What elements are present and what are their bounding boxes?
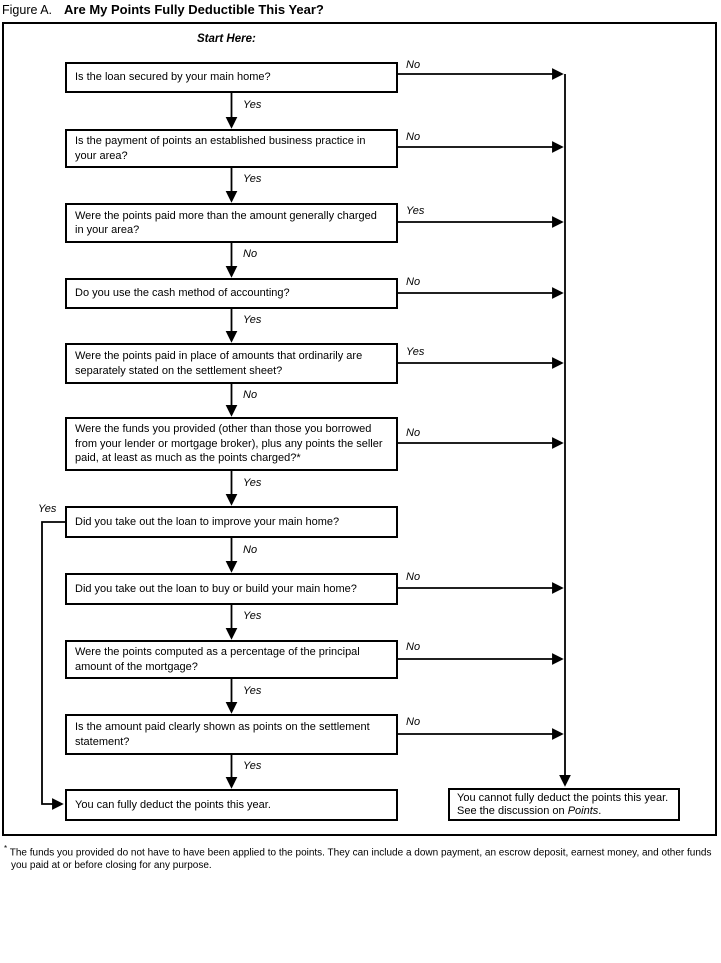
yes-label: Yes	[243, 610, 262, 622]
yes-label: Yes	[243, 685, 262, 697]
question-box-business-practice: Is the payment of points an established business practice in your area?	[65, 129, 398, 168]
question-box-more-than-charged: Were the points paid more than the amount generally charged in your area?	[65, 203, 398, 243]
footnote-text: The funds you provided do not have to have been applied to the points. They can include a down payment, an escrow deposit, earnest money, and other funds you paid at or before closing for any purpose.	[9, 847, 712, 872]
result-box-not-deductible: You cannot fully deduct the points this year. See the discussion on Points.	[448, 788, 680, 821]
question-box-clearly-shown: Is the amount paid clearly shown as points on the settlement statement?	[65, 714, 398, 755]
figure-title-text: Are My Points Fully Deductible This Year?	[64, 2, 324, 17]
yes-label: Yes	[406, 346, 425, 358]
no-label: No	[243, 544, 258, 556]
no-label: No	[406, 571, 421, 583]
footnote-marker: *	[4, 844, 8, 853]
no-label: No	[406, 427, 421, 439]
points-reference: Points	[567, 805, 599, 817]
no-label: No	[406, 641, 421, 653]
question-box-loan-secured: Is the loan secured by your main home?	[65, 62, 398, 93]
question-box-improve-home: Did you take out the loan to improve your main home?	[65, 506, 398, 538]
start-here-label: Start Here:	[197, 33, 256, 45]
yes-label: Yes	[243, 314, 262, 326]
question-box-in-place-of: Were the points paid in place of amounts that ordinarily are separately stated on the settlement sheet?	[65, 343, 398, 384]
question-box-cash-method: Do you use the cash method of accounting?	[65, 278, 398, 309]
no-label: No	[243, 248, 258, 260]
question-box-percentage: Were the points computed as a percentage of the principal amount of the mortgage?	[65, 640, 398, 679]
no-label: No	[406, 716, 421, 728]
yes-label: Yes	[406, 205, 425, 217]
no-label: No	[406, 59, 421, 71]
yes-label: Yes	[243, 173, 262, 185]
footnote	[2, 842, 721, 872]
question-box-buy-build-home: Did you take out the loan to buy or build your main home?	[65, 573, 398, 605]
no-label: No	[243, 389, 258, 401]
yes-label: Yes	[243, 760, 262, 772]
question-box-funds-provided: Were the funds you provided (other than those you borrowed from your lender or mortgage broker), plus any points the seller paid, at least as much as the points charged?*	[65, 417, 398, 471]
yes-label: Yes	[38, 503, 57, 515]
figure-label: Figure A.	[2, 3, 53, 17]
yes-label: Yes	[243, 477, 262, 489]
no-label: No	[406, 276, 421, 288]
no-label: No	[406, 131, 421, 143]
figure-title	[2, 1, 324, 19]
result-box-deductible: You can fully deduct the points this year.	[65, 789, 398, 821]
yes-label: Yes	[243, 99, 262, 111]
